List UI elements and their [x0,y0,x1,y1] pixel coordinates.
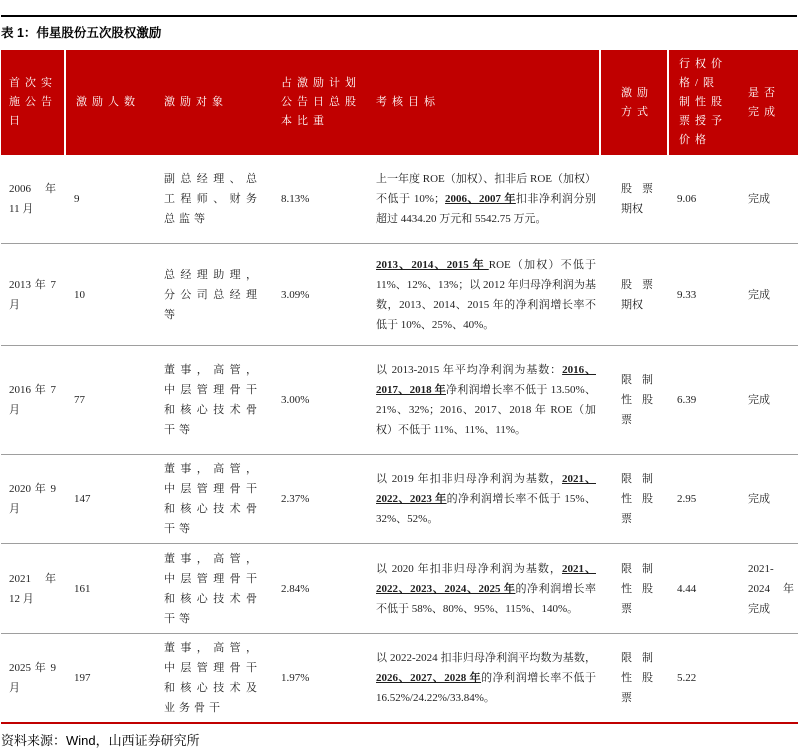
cell-text: 2.37% [281,493,310,505]
cell-grant-price [667,346,739,454]
cell-capital-ratio [273,455,369,543]
cell-text: 5.22 [677,672,697,684]
cell-incentive-method [599,544,667,633]
cell-text: 董事，高管，中层管理骨干和核心技术骨干等 [164,364,261,436]
table-title: 表 1：伟星股份五次股权激励 [1,26,162,40]
cell-text [376,360,596,440]
cell-incentive-count [64,455,159,543]
cell-text: 2.95 [677,493,697,505]
table-row [1,345,798,454]
cell-first-announce-date [1,244,64,345]
cell-incentive-targets [159,634,273,722]
goal-text: 以 2019 年扣非归母净利润为基数， [376,473,562,485]
cell-incentive-targets [159,155,273,243]
cell-text: 2006 年 11 月 [9,183,56,215]
cell-text: 3.00% [281,394,310,406]
table-row [1,155,798,243]
cell-completion-status [739,244,798,345]
table-body [1,155,798,724]
cell-completion-status [739,346,798,454]
cell-capital-ratio [273,244,369,345]
cell-incentive-count [64,244,159,345]
report-page [0,15,803,749]
cell-capital-ratio [273,155,369,243]
source-note: 资料来源：Wind，山西证券研究所 [1,733,200,748]
table-header-row [1,50,798,155]
goal-emphasized-years: 2006、2007 年 [445,193,516,205]
column-header-incentive-count [64,50,159,155]
cell-text: 完成 [748,288,770,301]
cell-grant-price [667,244,739,345]
goal-emphasized-years: 2021、2022、2023、2024、2025 年 [376,562,596,595]
cell-text [376,169,596,229]
cell-text: 2013 年 7 月 [9,278,56,311]
goal-text: 以 2022-2024 扣非归母净利润平均数为基数， [376,652,596,664]
cell-incentive-count [64,155,159,243]
cell-grant-price [667,455,739,543]
goal-emphasized-years: 2026、2027、2028 年 [376,672,482,684]
column-header-incentive-targets [159,50,273,155]
cell-text [376,255,596,335]
cell-incentive-count [64,544,159,633]
cell-text [376,648,596,708]
cell-text: 4.44 [677,582,697,595]
goal-text: 以 2013-2015 年平均净利润为基数： [376,364,563,376]
cell-text: 9.06 [677,193,697,205]
cell-incentive-targets [159,455,273,543]
column-header-label: 考核目标 [376,96,440,108]
column-header-label: 是否完成 [748,86,780,118]
cell-text: 10 [74,288,85,301]
cell-text [376,559,596,619]
cell-first-announce-date [1,455,64,543]
cell-text: 限制性股票 [621,652,653,704]
goal-emphasized-years: 2013、2014、2015 年 [376,258,489,271]
cell-incentive-method [599,455,667,543]
cell-grant-price [667,544,739,633]
table-row [1,243,798,345]
column-header-label: 激励人数 [76,96,140,108]
cell-assessment-goals [369,346,599,454]
cell-text: 9.33 [677,288,697,301]
cell-text: 股票期权 [621,278,653,311]
cell-text: 197 [74,672,91,684]
cell-incentive-targets [159,244,273,345]
column-header-completion-status [739,50,798,155]
cell-text: 2021-2024 年完成 [748,562,794,615]
column-header-label: 首次实施公告日 [9,77,57,127]
cell-text: 1.97% [281,672,310,684]
cell-completion-status [739,544,798,633]
cell-text: 2.84% [281,582,310,595]
table-row [1,543,798,633]
table-row [1,454,798,543]
cell-incentive-method [599,155,667,243]
cell-text: 161 [74,582,91,595]
table-row [1,633,798,722]
cell-first-announce-date [1,346,64,454]
cell-text: 股票期权 [621,183,653,215]
cell-incentive-count [64,346,159,454]
cell-text: 9 [74,193,80,205]
column-header-label: 激励方式 [621,86,653,118]
cell-text: 2025 年 9 月 [9,662,56,694]
cell-text: 完成 [748,493,770,505]
column-header-assessment-goals [369,50,599,155]
goal-text: 上一年度 ROE（加权）、扣非后 ROE（加权）不低于 10%； [376,173,596,205]
goal-text: 的净利润增长率不低于 16.52%/24.22%/33.84%。 [376,672,597,704]
cell-text: 完成 [748,193,770,205]
cell-incentive-method [599,346,667,454]
column-header-capital-ratio [273,50,369,155]
goal-emphasized-years: 2016、2017、2018 年 [376,364,596,396]
cell-first-announce-date [1,634,64,722]
cell-text: 董事，高管，中层管理骨干和核心技术及业务骨干 [164,642,261,714]
cell-text: 董事，高管，中层管理骨干和核心技术骨干等 [164,552,261,625]
cell-text: 2021 年 12 月 [9,572,56,605]
cell-grant-price [667,155,739,243]
cell-incentive-targets [159,544,273,633]
cell-text: 3.09% [281,288,310,301]
cell-completion-status [739,455,798,543]
column-header-label: 激励对象 [164,96,228,108]
column-header-label: 行权价格/限制性股票授予价格 [679,58,727,146]
column-header-incentive-method [599,50,667,155]
cell-text: 总经理助理，分公司总经理等 [164,268,261,321]
cell-incentive-count [64,634,159,722]
cell-text: 董事，高管，中层管理骨干和核心技术骨干等 [164,463,261,535]
goal-text: 的净利润增长率不低于 15%、32%、52%。 [376,493,597,525]
cell-incentive-method [599,634,667,722]
goal-text: 以 2020 年扣非归母净利润为基数， [376,562,562,575]
cell-text: 6.39 [677,394,697,406]
cell-text: 2016 年 7 月 [9,384,56,416]
cell-completion-status [739,634,798,722]
cell-text: 限制性股票 [621,562,653,615]
cell-grant-price [667,634,739,722]
cell-capital-ratio [273,346,369,454]
goal-text: 扣非净利润分别超过 4434.20 万元和 5542.75 万元。 [376,193,596,225]
goal-text: 的净利润增长率不低于 58%、80%、95%、115%、140%。 [376,582,597,615]
cell-incentive-targets [159,346,273,454]
cell-assessment-goals [369,634,599,722]
cell-text: 147 [74,493,91,505]
cell-text: 77 [74,394,85,406]
cell-capital-ratio [273,634,369,722]
cell-incentive-method [599,244,667,345]
cell-text [376,469,596,529]
cell-text: 2020 年 9 月 [9,483,56,515]
cell-text: 完成 [748,394,770,406]
cell-completion-status [739,155,798,243]
cell-capital-ratio [273,544,369,633]
cell-first-announce-date [1,155,64,243]
goal-text: 净利润增长率不低于 13.50%、21%、32%；2016、2017、2018 年 ROE（加权）不低于 11%、11%、11%。 [376,384,597,436]
equity-incentive-table [1,50,798,724]
top-rule [1,15,797,17]
cell-text: 限制性股票 [621,374,653,426]
cell-text: 8.13% [281,193,310,205]
goal-text: ROE（加权）不低于 11%、12%、13%；以 2012 年归母净利润为基数，2013、2014、2015 年的净利润增长率不低于 10%、25%、40%。 [376,258,596,331]
cell-text: 限制性股票 [621,473,653,525]
column-header-first-announce-date [1,50,64,155]
cell-assessment-goals [369,544,599,633]
goal-emphasized-years: 2021、2022、2023 年 [376,473,596,505]
cell-assessment-goals [369,455,599,543]
cell-assessment-goals [369,244,599,345]
column-header-grant-price [667,50,739,155]
cell-first-announce-date [1,544,64,633]
cell-assessment-goals [369,155,599,243]
cell-text: 副总经理、总工程师、财务总监等 [164,173,261,225]
column-header-label: 占激励计划公告日总股本比重 [281,77,361,127]
